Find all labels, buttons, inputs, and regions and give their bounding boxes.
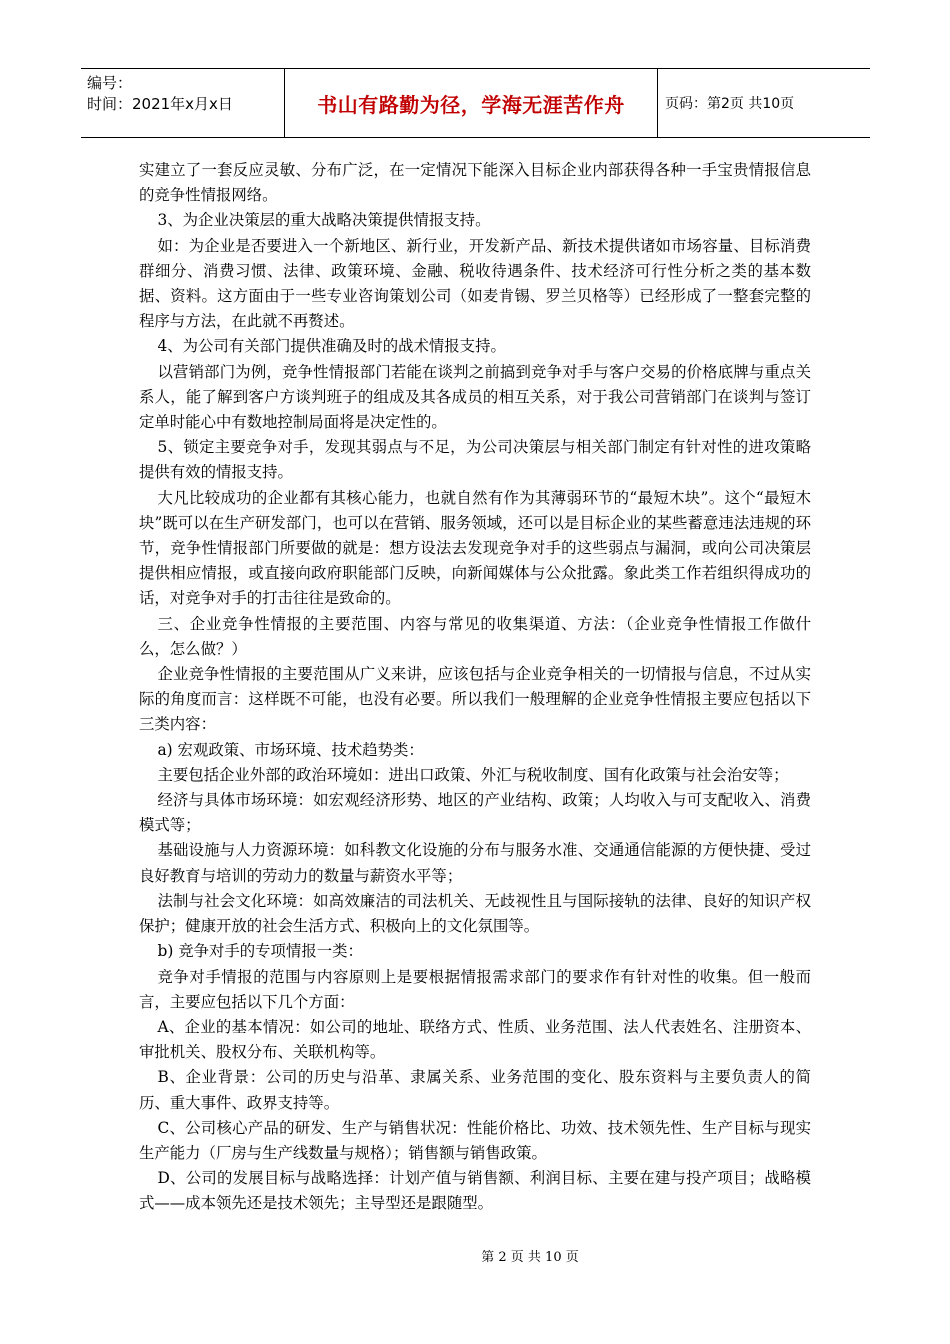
paragraph: 4、为公司有关部门提供准确及时的战术情报支持。 bbox=[157, 337, 506, 356]
number-label: 编号： bbox=[87, 74, 133, 92]
paragraph: 实建立了一套反应灵敏、分布广泛，在一定情况下能深入目标企业内部获得各种一手宝贵情报信息的竞争性情报网络。 bbox=[139, 161, 811, 205]
subheading: a) 宏观政策、市场环境、技术趋势类： bbox=[157, 740, 424, 759]
subheading: b) 竞争对手的专项情报一类： bbox=[157, 942, 363, 961]
section-heading: 三、企业竞争性情报的主要范围、内容与常见的收集渠道、方法：（企业竞争性情报工作做什么，怎么做？） bbox=[139, 614, 811, 658]
paragraph: B、企业背景：公司的历史与沿革、隶属关系、业务范围的变化、股东资料与主要负责人的简历、重大事件、政界支持等。 bbox=[139, 1068, 811, 1112]
paragraph: 经济与具体市场环境：如宏观经济形势、地区的产业结构、政策；人均收入与可支配收入、消费模式等； bbox=[139, 791, 811, 835]
header-meta bbox=[81, 69, 284, 137]
paragraph: 以营销部门为例，竞争性情报部门若能在谈判之前搞到竞争对手与客户交易的价格底牌与重点关系人，能了解到客户方谈判班子的组成及其各成员的相互关系，对于我公司营销部门在谈判与签订定单时能心中有数地控制局面将是决定性的。 bbox=[139, 362, 811, 432]
page-header bbox=[81, 68, 870, 138]
paragraph: D、公司的发展目标与战略选择：计划产值与销售额、利润目标、主要在建与投产项目；战略模式——成本领先还是技术领先；主导型还是跟随型。 bbox=[139, 1169, 811, 1213]
document-body bbox=[139, 158, 811, 1217]
paragraph: 企业竞争性情报的主要范围从广义来讲，应该包括与企业竞争相关的一切情报与信息，不过从实际的角度而言：这样既不可能，也没有必要。所以我们一般理解的企业竞争性情报主要应包括以下三类内容： bbox=[139, 665, 811, 734]
paragraph: 如：为企业是否要进入一个新地区、新行业，开发新产品、新技术提供诸如市场容量、目标消费群细分、消费习惯、法律、政策环境、金融、税收待遇条件、技术经济可行性分析之类的基本数据、资料。这方面由于一些专业咨询策划公司（如麦肯锡、罗兰贝格等）已经形成了一整套完整的程序与方法，在此就不再赘述。 bbox=[139, 236, 811, 331]
paragraph: 法制与社会文化环境：如高效廉洁的司法机关、无歧视性且与国际接轨的法律、良好的知识产权保护；健康开放的社会生活方式、积极向上的文化氛围等。 bbox=[139, 891, 811, 936]
header-motto: 书山有路勤为径，学海无涯苦作舟 bbox=[284, 69, 658, 137]
paragraph: 竞争对手情报的范围与内容原则上是要根据情报需求部门的要求作有针对性的收集。但一般而言，主要应包括以下几个方面： bbox=[139, 967, 811, 1011]
paragraph: 大凡比较成功的企业都有其核心能力，也就自然有作为其薄弱环节的“最短木块”。这个“最短木块”既可以在生产研发部门，也可以在营销、服务领域，还可以是目标企业的某些蓄意违法违规的环节，竞争性情报部门所要做的就是：想方设法去发现竞争对手的这些弱点与漏洞，或向公司决策层提供相应情报，或直接向政府职能部门反映，向新闻媒体与公众批露。象此类工作若组织得成功的话，对竞争对手的打击往往是致命的。 bbox=[139, 488, 811, 608]
page-footer: 第 2 页 共 10 页 bbox=[481, 1250, 579, 1265]
time-label: 时间：2021年x月x日 bbox=[87, 95, 233, 113]
header-page-info: 页码：第2页 共10页 bbox=[665, 96, 795, 112]
paragraph: 基础设施与人力资源环境：如科教文化设施的分布与服务水准、交通通信能源的方便快捷、受过良好教育与培训的劳动力的数量与薪资水平等； bbox=[139, 841, 811, 885]
paragraph: C、公司核心产品的研发、生产与销售状况：性能价格比、功效、技术领先性、生产目标与现实生产能力（厂房与生产线数量与规格）；销售额与销售政策。 bbox=[139, 1118, 811, 1162]
paragraph: 主要包括企业外部的政治环境如：进出口政策、外汇与税收制度、国有化政策与社会治安等； bbox=[157, 765, 789, 784]
paragraph: 5、锁定主要竞争对手，发现其弱点与不足，为公司决策层与相关部门制定有针对性的进攻策略提供有效的情报支持。 bbox=[139, 438, 811, 482]
paragraph: 3、为企业决策层的重大战略决策提供情报支持。 bbox=[157, 211, 491, 230]
paragraph: A、企业的基本情况：如公司的地址、联络方式、性质、业务范围、法人代表姓名、注册资本、审批机关、股权分布、关联机构等。 bbox=[139, 1017, 811, 1062]
